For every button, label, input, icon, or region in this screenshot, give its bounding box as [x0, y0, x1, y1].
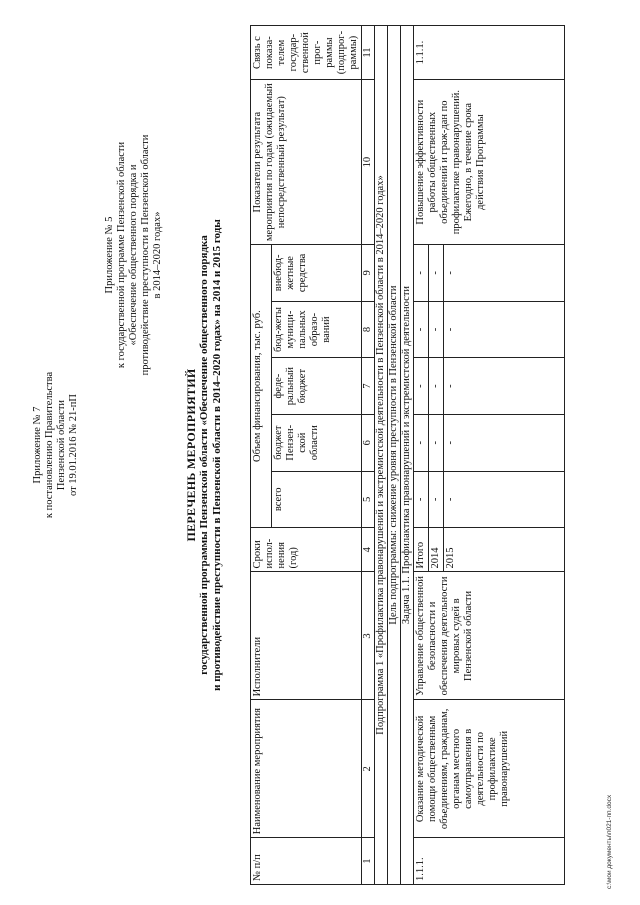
row-value-extra: - [429, 245, 444, 302]
annex-7-line: от 19.01.2016 № 21-пП [68, 393, 79, 497]
goal-row [388, 26, 401, 885]
row-value-total: - [414, 471, 429, 528]
header-volume: Объем финансирования, тыс. руб. [251, 245, 272, 528]
subprogram-title: Подпрограмма 1 «Профилактика правонарушений и экстремистской деятельности в Пензенской области в 2014–2020 годах» [375, 26, 388, 885]
row-link: 1.1.1. [414, 26, 565, 80]
annex-7-line: Приложение № 7 [32, 406, 43, 484]
table-row [414, 26, 429, 885]
header-num: № п/п [251, 838, 362, 885]
header-total: всего [272, 471, 362, 528]
column-number: 7 [362, 358, 375, 415]
row-value-regional: - [444, 414, 565, 471]
title-main: ПЕРЕЧЕНЬ МЕРОПРИЯТИЙ [184, 368, 198, 542]
annex-5-line: к государственной программе Пензенской области [116, 141, 127, 369]
row-executor: Управление общественной безопасности и обеспечения деятельности мировых судей в Пензенской области [414, 572, 565, 700]
header-executors: Исполнители [251, 572, 362, 700]
column-number: 8 [362, 301, 375, 358]
subprogram-row [375, 26, 388, 885]
title-line: государственной программы Пензенской области «Обеспечение общественного порядка [198, 235, 210, 675]
row-value-municipal: - [429, 301, 444, 358]
file-path-footer: c:\мои документы\п021-пп.docx [606, 794, 613, 889]
column-number: 10 [362, 80, 375, 245]
column-number: 11 [362, 26, 375, 80]
annex-5-line: в 2014–2020 годах» [152, 211, 163, 299]
header-extra: внебюд-жетные средства [272, 245, 362, 302]
column-numbers-row [362, 26, 375, 885]
column-number: 5 [362, 471, 375, 528]
annex-5-line: противодействие преступности в Пензенской области [140, 134, 151, 376]
row-value-federal: - [444, 358, 565, 415]
header-regional: бюджет Пензен-ской области [272, 414, 362, 471]
column-number: 9 [362, 245, 375, 302]
column-number: 2 [362, 700, 375, 838]
header-row [251, 26, 272, 885]
header-name: Наименование мероприятия [251, 700, 362, 838]
row-year: Итого [414, 528, 429, 572]
column-number: 1 [362, 838, 375, 885]
title-line: и противодействие преступности в Пензенской области в 2014–2020 годах» на 2014 и 2015 годы [211, 219, 223, 691]
row-result: Повышение эффективности работы общественных объединений и граж-дан по профилактике правонарушений. Ежегодно, в течение срока действия Программы [414, 80, 565, 245]
row-value-federal: - [414, 358, 429, 415]
header-federal: феде-ральный бюджет [272, 358, 362, 415]
measures-table [250, 25, 565, 885]
header-link: Связь с показа-телем государ-ственной прог-раммы (подпрог-раммы) [251, 26, 362, 80]
header-municipal: бюд-жеты муници-пальных образо-ваний [272, 301, 362, 358]
row-year: 2015 [444, 528, 565, 572]
row-value-municipal: - [444, 301, 565, 358]
row-value-extra: - [414, 245, 429, 302]
annex-5-line: «Обеспечение общественного порядка и [128, 164, 139, 346]
row-number: 1.1.1. [414, 838, 565, 885]
row-value-federal: - [429, 358, 444, 415]
annex-5-line: Приложение № 5 [104, 216, 115, 294]
row-value-regional: - [429, 414, 444, 471]
subprogram-task: Задача 1.1. Профилактика правонарушений и экстремистской деятельности [401, 26, 414, 885]
rotated-sheet [18, 15, 618, 895]
task-row [401, 26, 414, 885]
annex-7-line: к постановлению Правительства [44, 371, 55, 519]
header-indicators: Показатели результата мероприятия по годам (ожидаемый непосредственный результат) [251, 80, 362, 245]
row-year: 2014 [429, 528, 444, 572]
document-title [184, 75, 224, 835]
column-number: 4 [362, 528, 375, 572]
row-value-extra: - [444, 245, 565, 302]
column-number: 6 [362, 414, 375, 471]
annex-7-block [32, 265, 80, 625]
row-value-total: - [429, 471, 444, 528]
subprogram-goal: Цель подпрограммы: снижение уровня преступности в Пензенской области [388, 26, 401, 885]
row-value-regional: - [414, 414, 429, 471]
row-measure-name: Оказание методической помощи общественным объединениям, гражданам, органам местного самоуправления в деятельности по профилактике правонарушений [414, 700, 565, 838]
row-value-total: - [444, 471, 565, 528]
annex-7-line: Пензенской области [56, 399, 67, 491]
column-number: 3 [362, 572, 375, 700]
row-value-municipal: - [414, 301, 429, 358]
annex-5-block [104, 35, 164, 475]
header-terms: Сроки испол-нения (год) [251, 528, 362, 572]
